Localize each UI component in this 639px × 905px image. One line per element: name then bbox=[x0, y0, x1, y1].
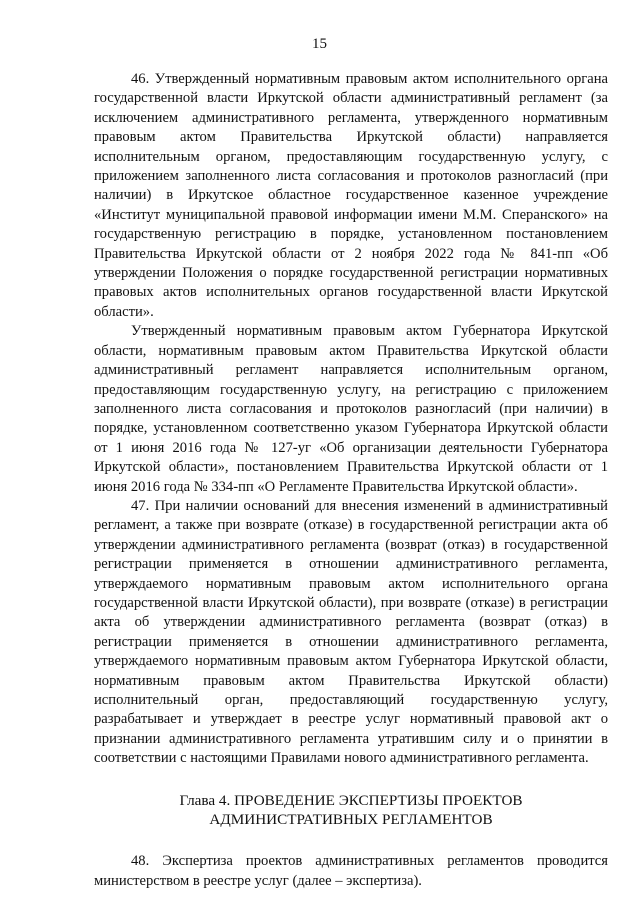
paragraph-47: 47. При наличии оснований для внесения изменений в административный регламент, а также при возврате (отказе) в государственной регистрации акта об утверждении административного регламента (возврат (отказ) в государственной регистрации применяется в отношении административного регламента, утверждаемого нормативным правовым актом исполнительного органа государственной власти Иркутской области), при возврате (отказе) в регистрации акта об утверждении административного регламента (возврат (отказ) в регистрации применяется в отношении административного регламента, утверждаемого нормативным правовым актом Губернатора Иркутской области, нормативным правовым актом Правительства Иркутской области) исполнительный орган, предоставляющий государственную услугу, разрабатывает и утверждает в реестре услуг нормативный правовой акт о признании административного регламента утратившим силу и о принятии в соответствии с настоящими Правилами нового административного регламента. bbox=[94, 497, 608, 767]
document-body bbox=[94, 70, 608, 891]
chapter-heading-line-1: Глава 4. ПРОВЕДЕНИЕ ЭКСПЕРТИЗЫ ПРОЕКТОВ bbox=[179, 791, 523, 809]
page-number: 15 bbox=[312, 36, 327, 52]
chapter-heading bbox=[94, 791, 608, 830]
paragraph-46-continued: Утвержденный нормативным правовым актом Губернатора Иркутской области, нормативным правовым актом Правительства Иркутской области административный регламент направляется исполнительным органом, предоставляющим государственную услугу, на регистрацию с приложением заполненного листа согласования и протоколов разногласий (при наличии) в порядке, установленном соответственно указом Губернатора Иркутской области от 1 июня 2016 года № 127-уг «Об организации деятельности Губернатора Иркутской области», постановлением Правительства Иркутской области от 1 июня 2016 года № 334-пп «О Регламенте Правительства Иркутской области». bbox=[94, 323, 608, 495]
chapter-heading-line-2: АДМИНИСТРАТИВНЫХ РЕГЛАМЕНТОВ bbox=[209, 811, 493, 829]
paragraph-46: 46. Утвержденный нормативным правовым актом исполнительного органа государственной власти Иркутской области административный регламент (за исключением административного регламента, утвержденного нормативным правовым актом Правительства Иркутской области) направляется исполнительным органом, предоставляющим государственную услугу, с приложением заполненного листа согласования и протоколов разногласий (при наличии) в Иркутское областное государственное казенное учреждение «Институт муниципальной правовой информации имени М.М. Сперанского» на государственную регистрацию в порядке, установленном постановлением Правительства Иркутской области от 2 ноября 2022 года № 841-пп «Об утверждении Положения о порядке государственной регистрации нормативных правовых актов исполнительных органов государственной власти Иркутской области». bbox=[94, 71, 608, 320]
paragraph-48: 48. Экспертиза проектов административных регламентов проводится министерством в реестре услуг (далее – экспертиза). bbox=[94, 853, 608, 889]
